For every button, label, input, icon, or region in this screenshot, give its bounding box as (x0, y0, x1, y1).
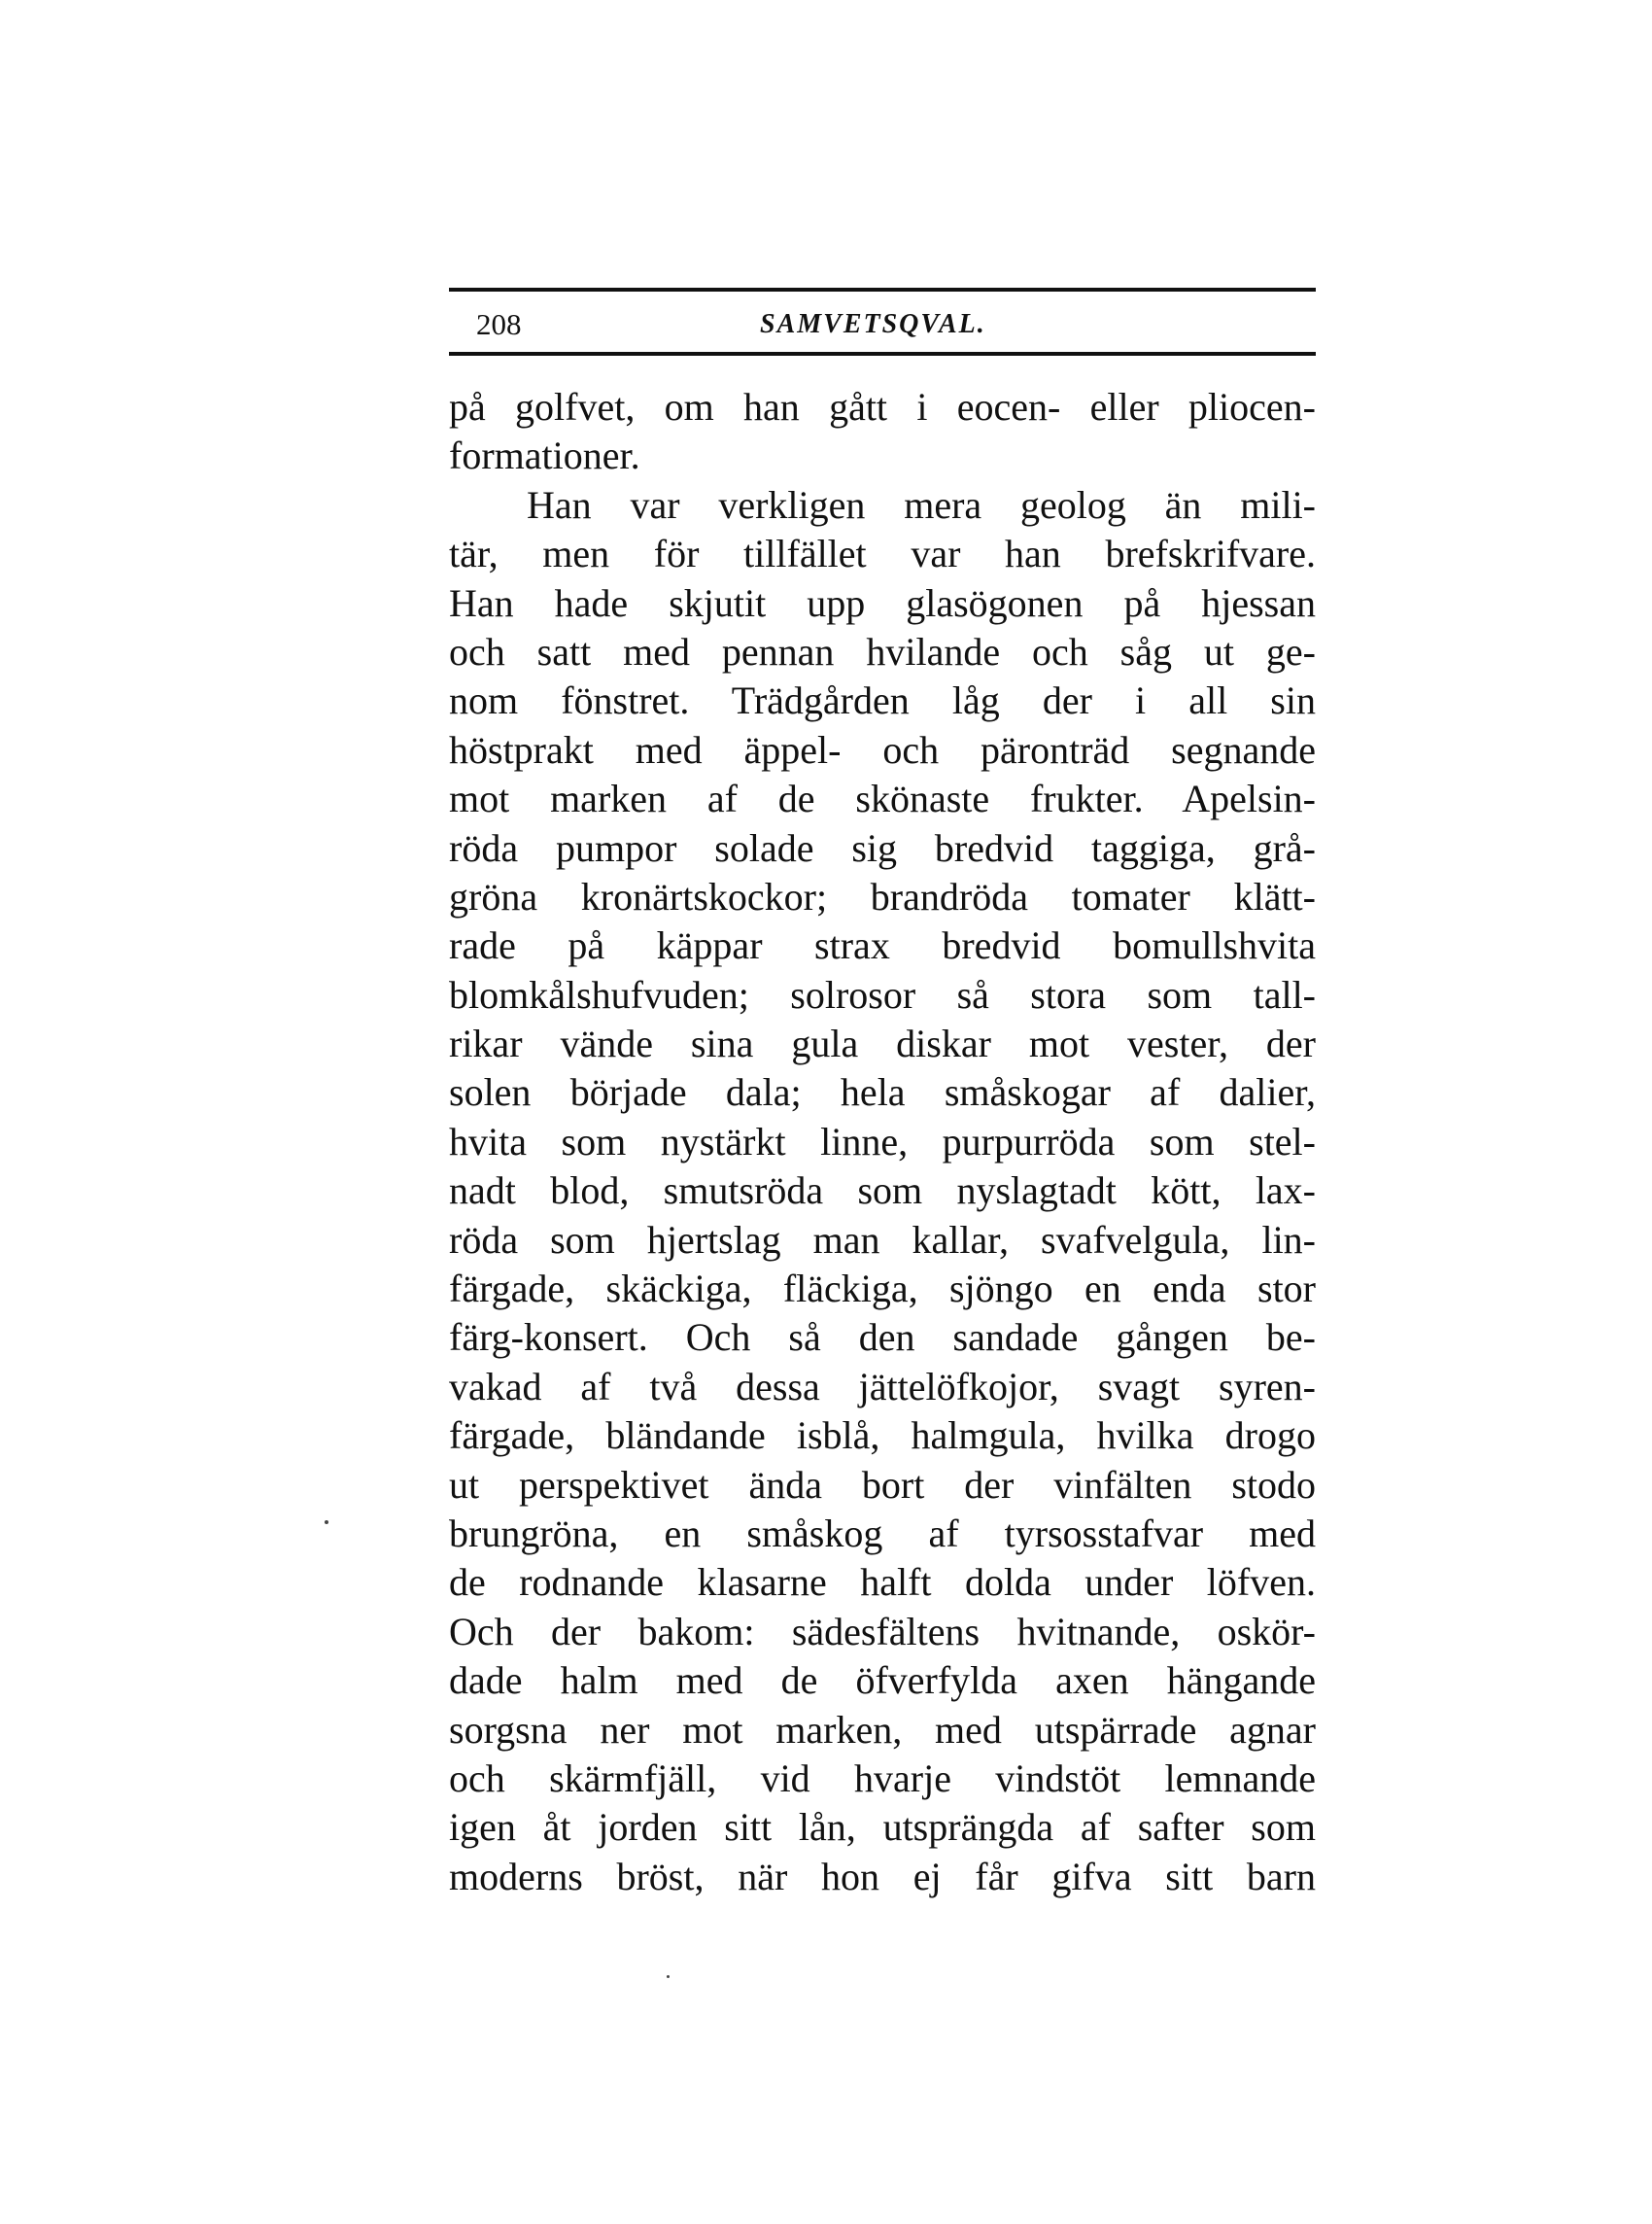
body-text (449, 383, 1316, 1901)
scan-speck (667, 1975, 670, 1978)
text-line: nadt blod, smutsröda som nyslagtadt kött, lax- (449, 1168, 1316, 1213)
header-top-rule (449, 288, 1316, 292)
text-line: och satt med pennan hvilande och såg ut ge- (449, 629, 1316, 674)
text-line: moderns bröst, när hon ej får gifva sitt barn (449, 1854, 1316, 1898)
text-line: nom fönstret. Trädgården låg der i all sin (449, 678, 1316, 723)
text-line: vakad af två dessa jättelöfkojor, svagt syren- (449, 1364, 1316, 1408)
text-line: igen åt jorden sitt lån, utsprängda af safter som (449, 1805, 1316, 1850)
text-line: röda pumpor solade sig bredvid taggiga, grå- (449, 825, 1316, 870)
header-bottom-rule (449, 352, 1316, 356)
text-line: rade på käppar strax bredvid bomullshvita (449, 923, 1316, 968)
text-line: blomkålshufvuden; solrosor så stora som tall- (449, 972, 1316, 1017)
text-line: höstprakt med äppel- och päronträd segnande (449, 727, 1316, 772)
text-line: färg-konsert. Och så den sandade gången be- (449, 1315, 1316, 1360)
text-line: solen började dala; hela småskogar af dalier, (449, 1070, 1316, 1115)
text-line: hvita som nystärkt linne, purpurröda som stel- (449, 1119, 1316, 1164)
text-line: på golfvet, om han gått i eocen- eller pliocen- (449, 385, 1316, 429)
page-number: 208 (476, 307, 522, 341)
text-line: rikar vände sina gula diskar mot vester, der (449, 1022, 1316, 1066)
text-line: Och der bakom: sädesfältens hvitnande, oskör- (449, 1609, 1316, 1653)
text-line: de rodnande klasarne halft dolda under löfven. (449, 1560, 1316, 1605)
text-line: formationer. (449, 434, 640, 478)
text-line: röda som hjertslag man kallar, svafvelgula, lin- (449, 1217, 1316, 1262)
text-line: och skärmfjäll, vid hvarje vindstöt lemnande (449, 1755, 1316, 1800)
text-line: gröna kronärtskockor; brandröda tomater klätt- (449, 874, 1316, 919)
text-line: sorgsna ner mot marken, med utspärrade agnar (449, 1707, 1316, 1752)
scan-speck (325, 1520, 328, 1524)
text-line: färgade, skäckiga, fläckiga, sjöngo en enda stor (449, 1267, 1316, 1311)
running-head-title: SAMVETSQVAL. (760, 309, 986, 339)
text-line: färgade, bländande isblå, halmgula, hvilka drogo (449, 1413, 1316, 1458)
text-line: ut perspektivet ända bort der vinfälten stodo (449, 1462, 1316, 1507)
text-line: Han hade skjutit upp glasögonen på hjessan (449, 580, 1316, 625)
page-header (449, 294, 1316, 352)
text-line: tär, men för tillfället var han brefskrifvare. (449, 532, 1316, 576)
text-line: mot marken af de skönaste frukter. Apelsin- (449, 777, 1316, 821)
text-line: brungröna, en småskog af tyrsosstafvar med (449, 1511, 1316, 1555)
text-line: dade halm med de öfverfylda axen hängande (449, 1658, 1316, 1703)
text-line: Han var verkligen mera geolog än mili- (527, 482, 1316, 527)
